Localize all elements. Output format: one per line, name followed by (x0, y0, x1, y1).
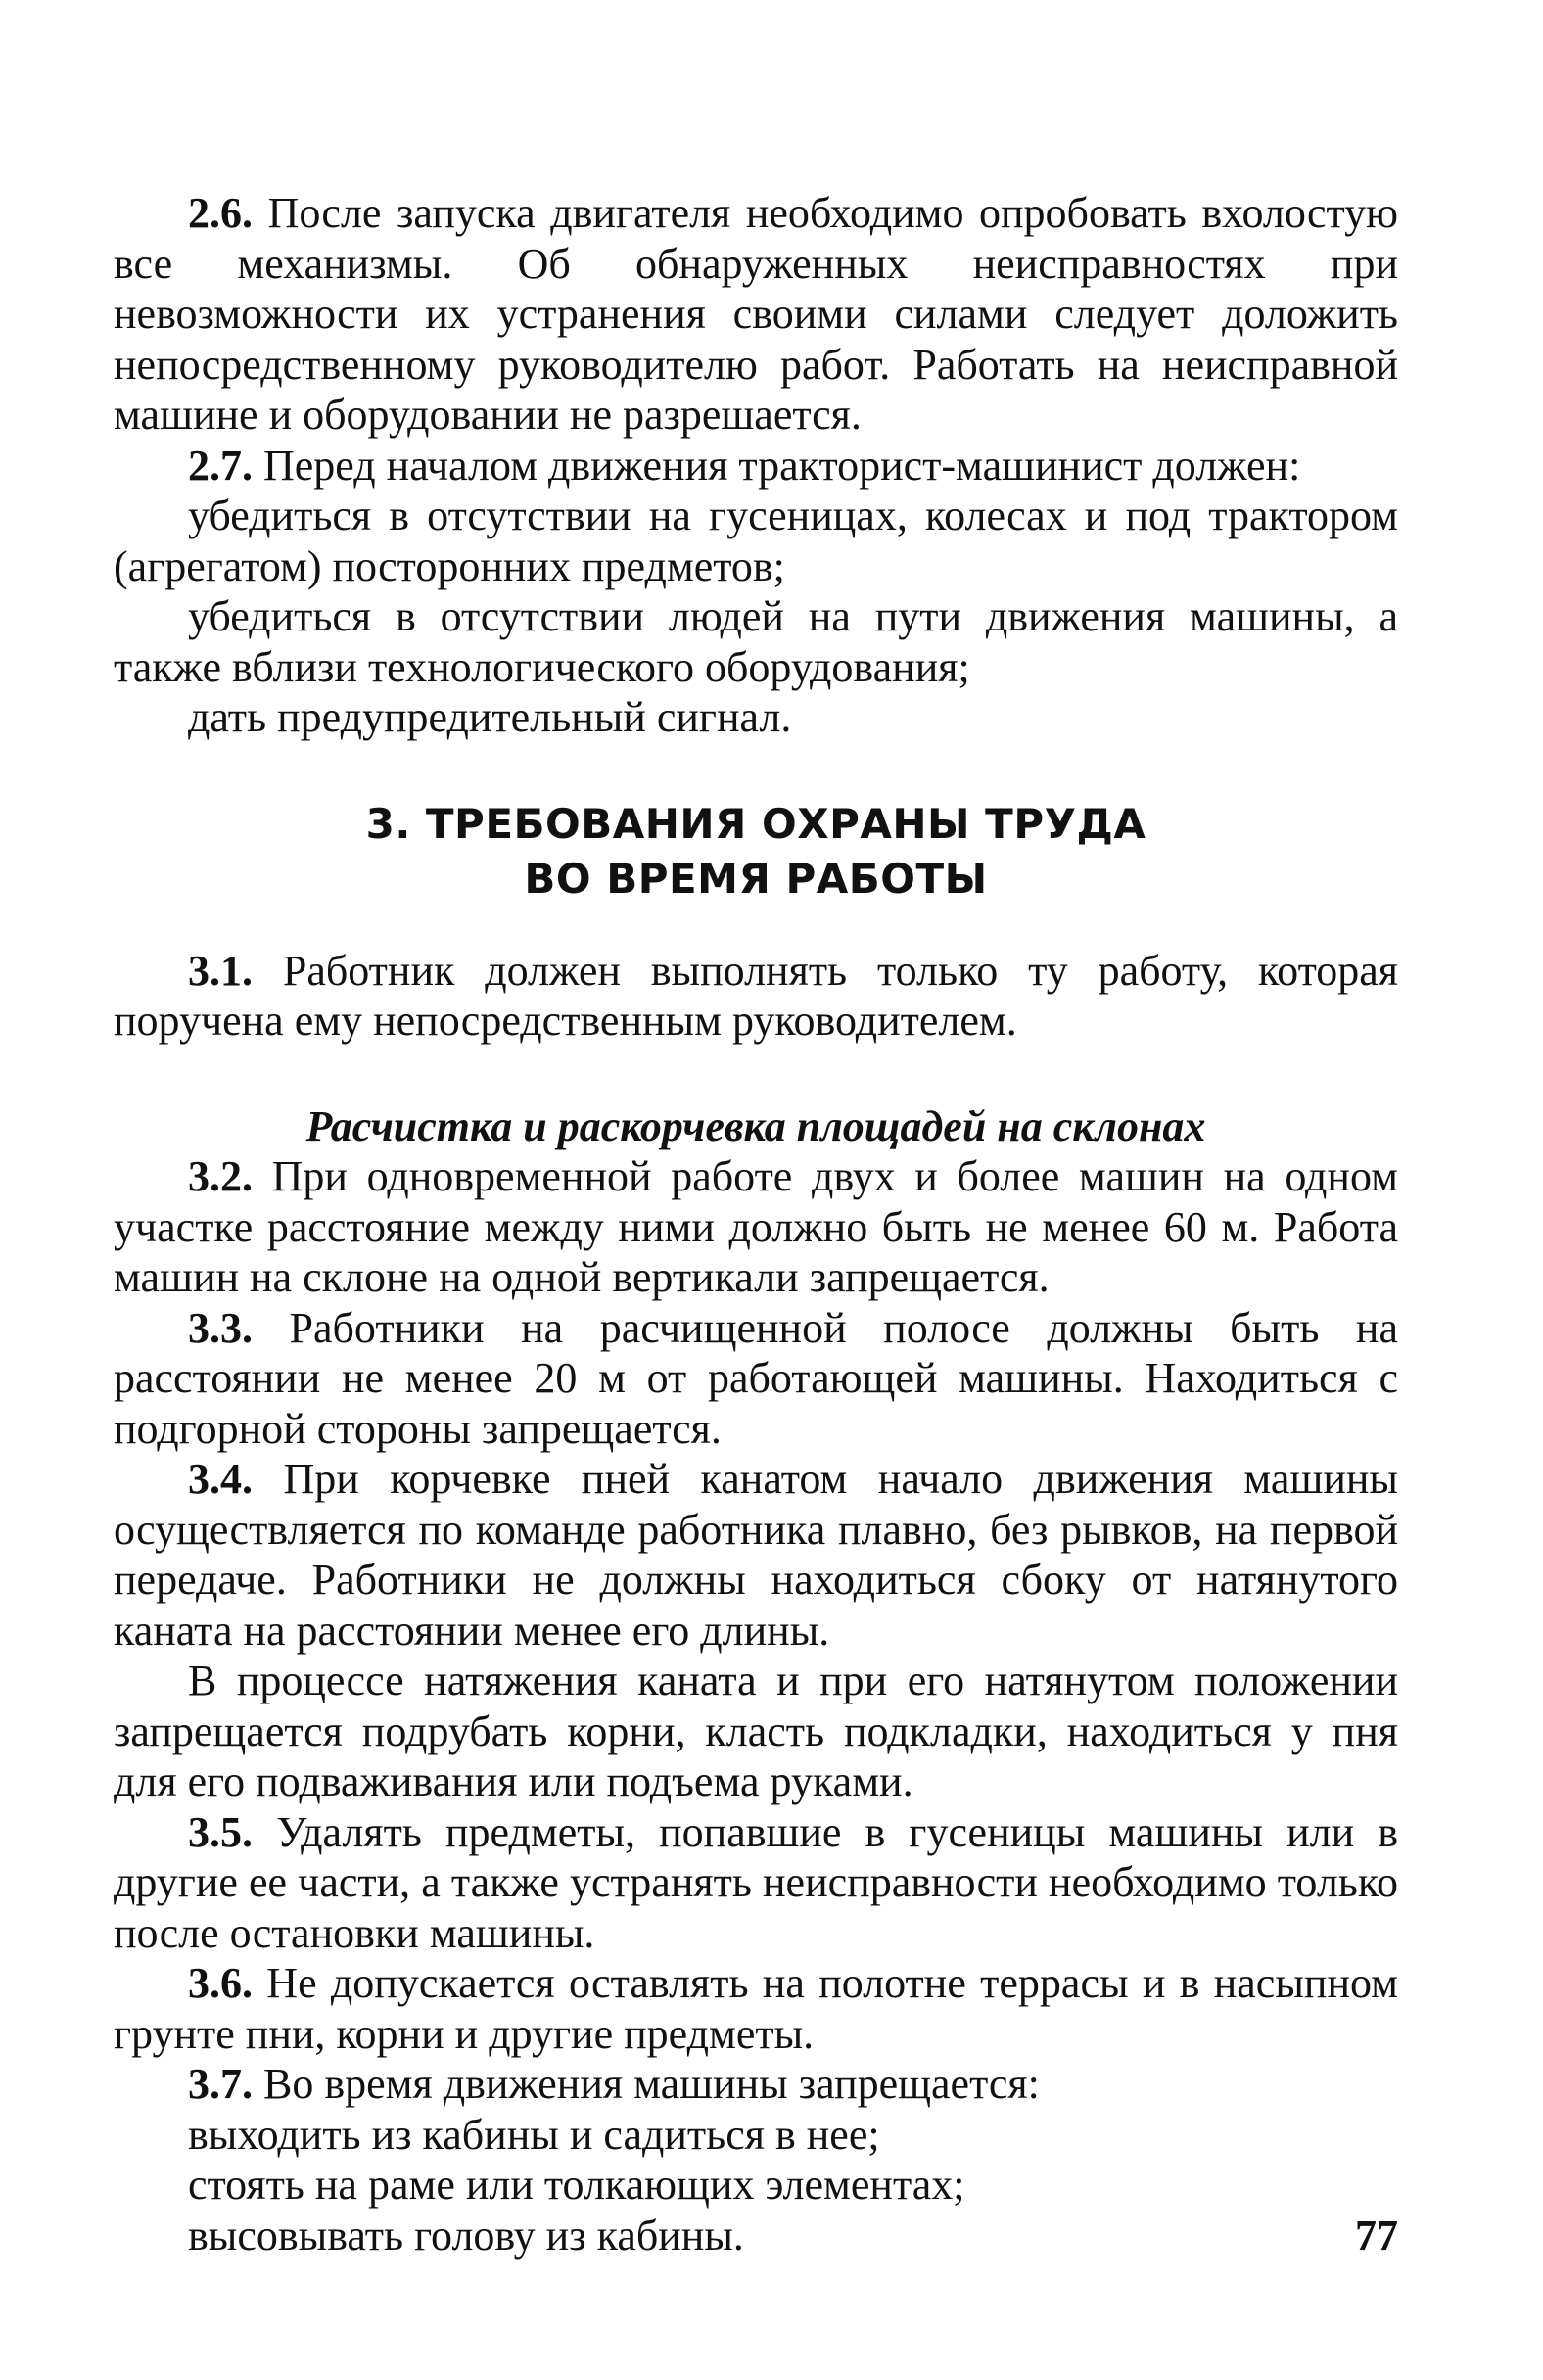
subheading: Расчистка и раскорчевка площадей на склонах (305, 1101, 1206, 1150)
clause-number: 3.5. (188, 1807, 253, 1856)
list-item: высовывать голову из кабины. (188, 2211, 744, 2260)
paragraph-3-2 (114, 1151, 1398, 1303)
list-item: стоять на раме или толкающих элементах; (188, 2161, 965, 2209)
paragraph-3-1 (114, 946, 1398, 1047)
clause-number: 3.1. (188, 946, 253, 995)
clause-text: При одновременной работе двух и более машин на одном участке расстояние между ними должно быть не менее 60 м. Работа машин на склоне на одной вертикали запрещается. (114, 1152, 1398, 1301)
clause-text: Во время движения машины запрещается: (263, 2060, 1040, 2108)
list-item: выходить из кабины и садиться в нее; (188, 2110, 880, 2159)
page-body (114, 188, 1398, 2261)
paragraph-3-7 (114, 2059, 1398, 2110)
clause-text: Не допускается оставлять на полотне террасы и в насыпном грунте пни, корни и другие предметы. (114, 1959, 1398, 2058)
paragraph-3-6 (114, 1958, 1398, 2059)
heading-line-2: ВО ВРЕМЯ РАБОТЫ (524, 854, 988, 903)
heading-line-1: 3. ТРЕБОВАНИЯ ОХРАНЫ ТРУДА (365, 799, 1146, 848)
clause-text: Работник должен выполнять только ту работу, которая поручена ему непосредственным руководителем. (114, 946, 1399, 1045)
paragraph-2-7 (114, 441, 1398, 491)
clause-number: 3.6. (188, 1959, 253, 2007)
clause-number: 2.6. (188, 189, 253, 237)
section-heading (114, 797, 1398, 907)
clause-text: Работники на расчищенной полосе должны быть на расстоянии не менее 20 м от работающей машины. Находиться с подгорной стороны запрещается. (114, 1303, 1399, 1453)
paragraph-3-4 (114, 1454, 1398, 1656)
clause-number: 3.2. (188, 1152, 253, 1200)
clause-text: Перед началом движения тракторист-машинист должен: (263, 441, 1301, 490)
paragraph-2-6 (114, 188, 1398, 441)
list-item: дать предупредительный сигнал. (188, 693, 792, 741)
clause-number: 2.7. (188, 441, 253, 490)
clause-number: 3.4. (188, 1455, 253, 1503)
clause-text: После запуска двигателя необходимо опробовать вхолостую все механизмы. Об обнаруженных неисправностях при невозможности их устранения своими силами следует доложить непосредственному руководителю работ. Работать на неисправной машине и оборудовании не разрешается. (114, 189, 1398, 439)
list-item: убедиться в отсутствии на гусеницах, колесах и под трактором (агрегатом) посторонних предметов; (114, 491, 1398, 590)
paragraph-3-3 (114, 1303, 1398, 1455)
paragraph-3-5 (114, 1807, 1398, 1959)
clause-text: Удалять предметы, попавшие в гусеницы машины или в другие ее части, а также устранять неисправности необходимо только после остановки машины. (114, 1807, 1398, 1957)
page-number: 77 (1355, 2212, 1398, 2260)
list-item: убедиться в отсутствии людей на пути движения машины, а также вблизи технологического оборудования; (114, 592, 1398, 691)
clause-text: При корчевке пней канатом начало движения машины осуществляется по команде работника плавно, без рывков, на первой передаче. Работники не должны находиться сбоку от натянутого каната на расстоянии менее его длины. (114, 1455, 1398, 1655)
paragraph-3-4-continued: В процессе натяжения каната и при его натянутом положении запрещается подрубать корни, класть подкладки, находиться у пня для его подваживания или подъема руками. (114, 1657, 1398, 1805)
clause-number: 3.7. (188, 2060, 253, 2108)
clause-number: 3.3. (188, 1303, 253, 1352)
